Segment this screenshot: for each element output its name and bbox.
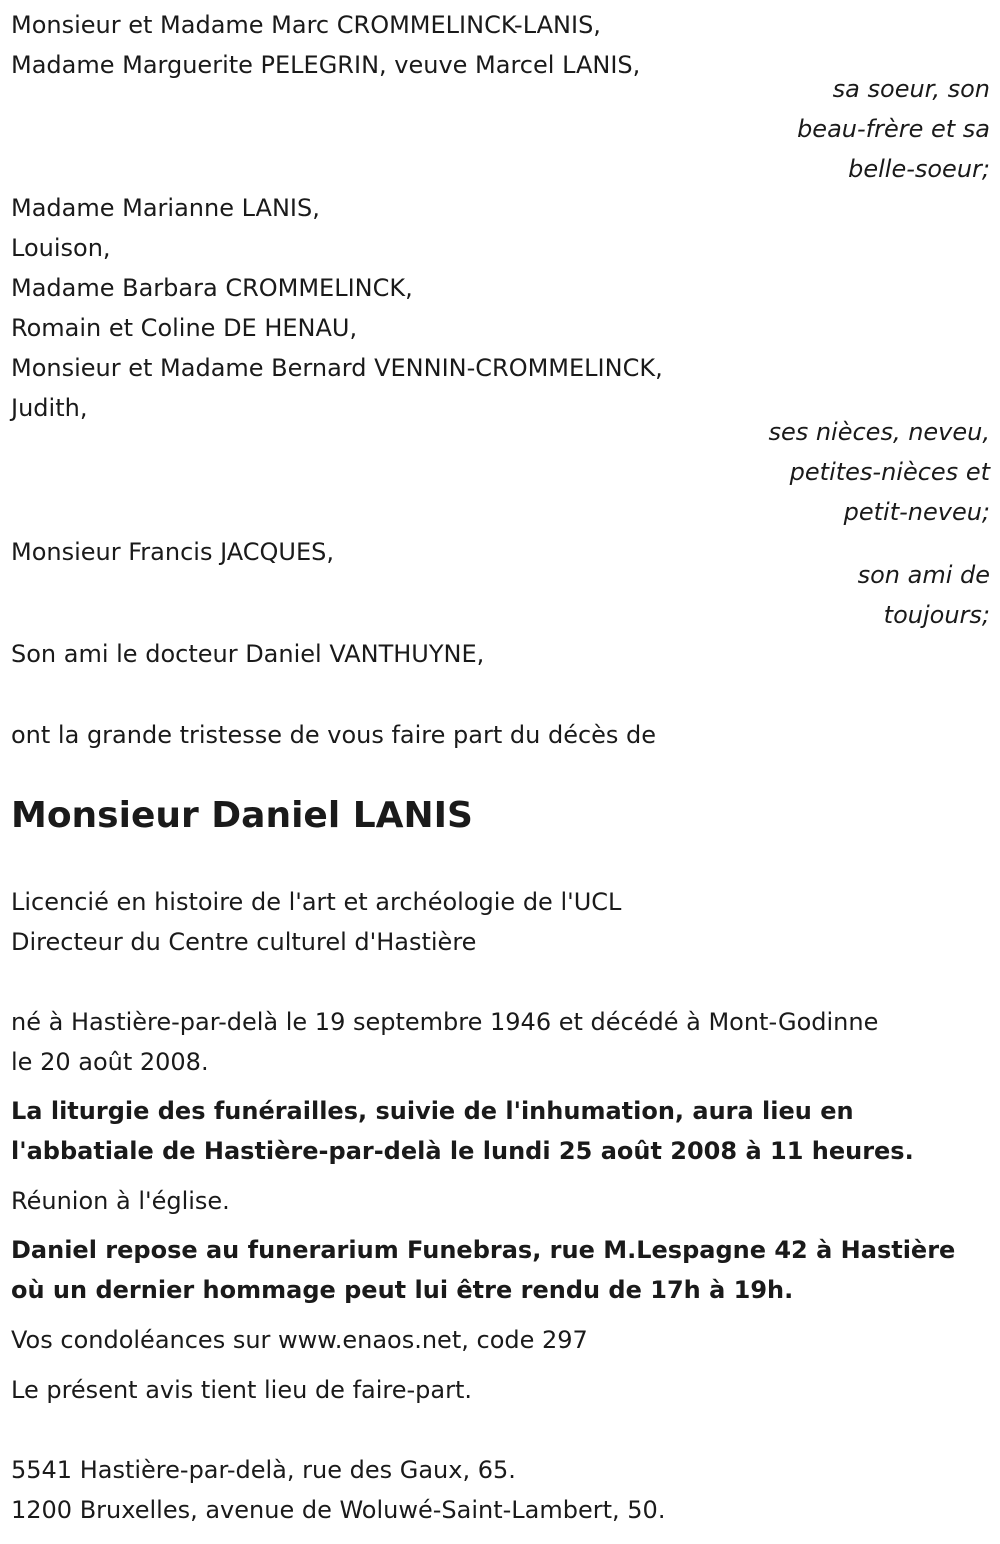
relationship-label: sa soeur, son	[832, 75, 990, 103]
relationship-label: petites-nièces et	[789, 458, 990, 486]
family-line: Louison,	[11, 234, 111, 262]
birth-death-text: le 20 août 2008.	[11, 1048, 209, 1076]
family-line: Judith,	[11, 394, 88, 422]
funerarium-info: Daniel repose au funerarium Funebras, rue M.Lespagne 42 à Hastière	[11, 1236, 956, 1264]
family-line: Son ami le docteur Daniel VANTHUYNE,	[11, 640, 485, 668]
funerarium-info: où un dernier hommage peut lui être rendu de 17h à 19h.	[11, 1276, 794, 1304]
relationship-label: ses nièces, neveu,	[768, 418, 990, 446]
family-line: Monsieur Francis JACQUES,	[11, 538, 334, 566]
notice-text: Le présent avis tient lieu de faire-part.	[11, 1376, 473, 1404]
address-line: 1200 Bruxelles, avenue de Woluwé-Saint-Lambert, 50.	[11, 1496, 666, 1524]
condolences-info: Vos condoléances sur www.enaos.net, code 297	[11, 1326, 588, 1354]
meeting-info: Réunion à l'église.	[11, 1187, 230, 1215]
relationship-label: belle-soeur;	[848, 155, 990, 183]
announcement-text: ont la grande tristesse de vous faire part du décès de	[11, 721, 657, 749]
relationship-label: toujours;	[883, 601, 990, 629]
funeral-info: l'abbatiale de Hastière-par-delà le lundi 25 août 2008 à 11 heures.	[11, 1137, 914, 1165]
funeral-info: La liturgie des funérailles, suivie de l'inhumation, aura lieu en	[11, 1097, 854, 1125]
relationship-label: petit-neveu;	[843, 498, 990, 526]
family-line: Monsieur et Madame Bernard VENNIN-CROMMELINCK,	[11, 354, 663, 382]
deceased-title: Directeur du Centre culturel d'Hastière	[11, 928, 477, 956]
family-line: Romain et Coline DE HENAU,	[11, 314, 358, 342]
birth-death-text: né à Hastière-par-delà le 19 septembre 1946 et décédé à Mont-Godinne	[11, 1008, 879, 1036]
address-line: 5541 Hastière-par-delà, rue des Gaux, 65.	[11, 1456, 516, 1484]
deceased-title: Licencié en histoire de l'art et archéologie de l'UCL	[11, 888, 622, 916]
family-line: Monsieur et Madame Marc CROMMELINCK-LANIS,	[11, 11, 601, 39]
family-line: Madame Barbara CROMMELINCK,	[11, 274, 413, 302]
deceased-name: Monsieur Daniel LANIS	[11, 795, 473, 836]
family-line: Madame Marguerite PELEGRIN, veuve Marcel LANIS,	[11, 51, 641, 79]
relationship-label: son ami de	[857, 561, 990, 589]
family-line: Madame Marianne LANIS,	[11, 194, 320, 222]
relationship-label: beau-frère et sa	[797, 115, 990, 143]
